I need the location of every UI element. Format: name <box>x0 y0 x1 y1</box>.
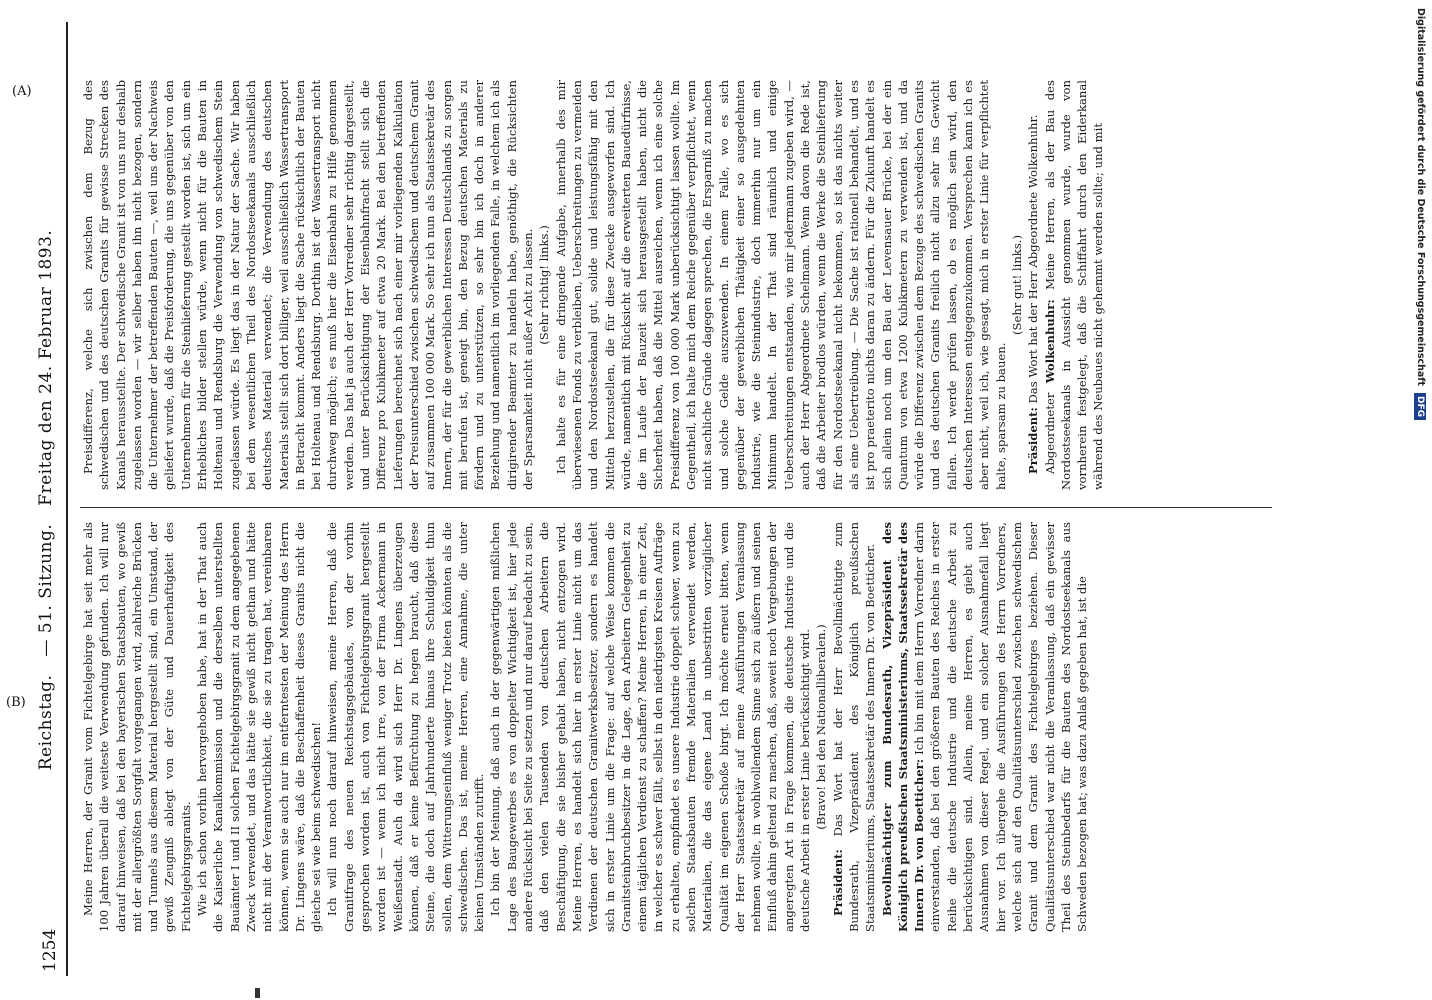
scan-mark <box>255 988 260 998</box>
running-head-body: Reichstag. <box>36 674 56 771</box>
paragraph: Ich bin der Meinung, daß auch in der gegenwärtigen mißlichen Lage des Baugewerbes es von doppelter Wichtigkeit ist, hier jede andere Rücksicht bei Seite zu setzen und nur darauf bedacht zu sein, daß den vielen Tausenden von deutschen Arbeitern die Beschäftigung, die sie bisher gehabt haben, nicht entzogen wird. Meine Herren, es handelt sich hier in erster Linie nicht um das Verdienen der deutschen Granitwerksbesitzer, sondern es handelt sich in erster Linie um die Frage: auf welche Weise kommen die Granitsteinbruchbesitzer in die Lage, den Arbeitern Gelegenheit zu einem täglichen Verdienst zu schaffen? Meine Herren, in einer Zeit, in welcher es schwer fällt, selbst in den niedrigsten Kreisen Aufträge zu erhalten, empfindet es unsere Industrie doppelt schwer, wenn zu solchen Staatsbauten fremde Materialien verwendet werden, Materialien, die das eigene Land in unbestritten vorzüglicher Qualität im eigenen Schoße birgt. Ich möchte erneut bitten, wenn der Herr Staatssekretär auf meine Ausführungen Veranlassung nehmen wollte, in wohlwollendem Sinne sich zu äußern und seinen Einfluß dahin geltend zu machen, daß, soweit noch Vergebungen der angeregten Art in Frage kommen, die deutsche Industrie und die deutsche Arbeit in erster Linie berücksichtigt wird. <box>488 522 813 932</box>
speaker-label: Präsident: <box>1026 407 1041 474</box>
digitization-note <box>1414 8 1426 420</box>
paragraph: Wie ich schon vorhin hervorgehoben habe, hat in der That auch die Kaiserliche Kanalkommission und die derselben unterstellten Bauämter I und II solchen Fichtelgebirgsgranit zu dem angegebenen Zweck verwendet, und das hätte sie gewiß nicht gethan und hätte nicht mit der Verantwortlichkeit, die sie zu tragen hat, vereinbaren können, wenn sie auch nur im entferntesten der Meinung des Herrn Dr. Lingens wäre, daß die Beschaffenheit dieses Granits nicht die gleiche sei wie beim schwedischen! <box>195 522 324 932</box>
right-column <box>80 80 1272 490</box>
speech-text: Das Wort hat der Herr Bevollmächtigte zum Bundesrath, Vizepräsident des Königlich preußischen Staatsministeriums, Staatssekretär des Innern Dr. von Boetticher. <box>830 522 878 932</box>
paragraph: Ich will nun noch darauf hinweisen, meine Herren, daß die Granitfrage des neuen Reichstagsgebäudes, von der vorhin gesprochen worden ist, auch von Fichtelgebirgsgranit hergestellt worden ist — wenn ich nicht irre, von der Firma Ackermann in Weißenstadt. Auch da wird sich Herr Dr. Lingens überzeugen können, daß er keine Befürchtung zu hegen braucht, daß diese Steine, die doch auf Jahrhunderte hinaus ihre Schuldigkeit thun sollen, dem Witterungseinfluß weniger Trotz bieten könnten als die schwedischen. Das ist, meine Herren, eine Annahme, die unter keinen Umständen zutrifft. <box>325 522 487 932</box>
speaker-label: Präsident: <box>830 849 845 916</box>
interjection: (Sehr gut! links.) <box>1009 235 1024 335</box>
speaker-prefix: Abgeordneter <box>1042 383 1057 474</box>
speaker-paragraph <box>1025 80 1041 490</box>
speaker-paragraph <box>879 522 1091 932</box>
speech-text: Das Wort hat der Herr Abgeordnete Wolkenhuhr. <box>1026 114 1041 408</box>
speaker-label: Wolkenhuhr: <box>1042 299 1057 384</box>
paragraph: Preisdifferenz, welche sich zwischen dem Bezug des schwedischen und des deutschen Granits für gewisse Strecken des Kanals herausstellte. Der schwedische Granit ist von uns nur deshalb zugelassen worden — wir selber haben ihn nicht bezogen, sondern die Unternehmer der betreffenden Bauten —, weil uns der Nachweis geliefert wurde, daß die Preisforderung, die uns gegenüber von den Unternehmern für die Steinlieferung gestellt worden ist, sich um ein Erhebliches bilder stellen würde, wenn nicht für die Bauten in Holtenau und Rendsburg die Verwendung von schwedischem Stein zugelassen würde. Es liegt das in der Natur der Sache. Wir haben bei dem wesentlichen Theil des Nordostseekanals ausschließlich deutsches Material verwendet; die Verwendung des deutschen Materials stellt sich dort billiger, weil ausschließlich Wassertransport in Betracht kommt. Anders liegt die Sache rücksichtlich der Bauten bei Holtenau und Rendsburg. Dorthin ist der Wassertransport nicht durchweg möglich; es muß hier die Eisenbahn zu Hilfe genommen werden. Das hat ja auch der Herr Vorredner sehr richtig dargestellt, und unter Berücksichtigung der Eisenbahnfracht stellt sich die Differenz pro Kubikmeter auf etwa 20 Mark. Bei den betreffenden Lieferungen berechnet sich nach einer mir vorliegenden Kalkulation der Preisunterschied zwischen schwedischem und deutschem Granit auf zusammen 100 000 Mark. So sehr ich nun als Staatssekretär des Innern, der für die gewerblichen Interessen Deutschlands zu sorgen mit berufen ist, geneigt bin, den Bezug deutschen Materials zu fördern und zu unterstützen, so sehr bin ich doch in anderer Beziehung und namentlich im vorliegenden Falle, in welchem ich als dirigirender Beamter zu handeln habe, genöthigt, die Rücksichten der Sparsamkeit nicht außer Acht zu lassen. <box>81 80 536 490</box>
margin-mark-a: (A) <box>12 84 32 99</box>
running-head <box>36 0 56 1000</box>
speaker-paragraph <box>1042 80 1107 490</box>
margin-mark-b: (B) <box>6 695 26 710</box>
column-divider <box>80 507 1272 508</box>
interjection: (Bravo! bei den Nationalliberalen.) <box>814 624 829 830</box>
speech-text: Meine Herren, als der Bau des Nordostseekanals in Aussicht genommen wurde, wurde von vornherein festgelegt, daß die Schiffahrt durch den Eiderkanal während des Neubaues nicht gehemmt werden sollte; und mit <box>1042 80 1106 490</box>
page-header <box>0 0 76 1000</box>
paragraph: Ich halte es für eine dringende Aufgabe, innerhalb des mir überwiesenen Fonds zu verbleiben, Ueberschreitungen zu vermeiden und den Nordostseekanal gut, solide und leistungsfähig mit den Mitteln herzustellen, die für diese Zwecke ausgeworfen sind. Ich würde, namentlich mit Rücksicht auf die erweiterten Bauedürfnisse, die im Laufe der Bauzeit sich herausgestellt haben, nicht die Sicherheit haben, daß die Mittel ausreichen, wenn ich eine solche Preisdifferenz von 100 000 Mark unberücksichtigt lassen wollte. Im Gegentheil, ich halte mich dem Reiche gegenüber verpflichtet, wenn nicht sachliche Gründe dagegen sprechen, die Ersparniß zu machen und solche Gelde auszuwenden. In einem Falle, wo es sich gegenüber der gewerblichen Thätigkeit einer so ausgedehnten Industrie, wie die Steinindustrie, doch immerhin nur um ein Minimum handelt. In der That sind räumlich und einige Ueberschreitungen entstanden, wie mir jedermann zugeben wird, — auch der Herr Abgeordnete Schelmann. Wenn davon die Rede ist, daß die Arbeiter brodlos würden, wenn die Werke die Steinlieferung für den Nordostseekanal nicht bekommen, so ist das nichts weiter als eine Uebertreibung. — Die Sache ist rationell behandelt, und es ist pro praeterito nichts daran zu ändern. Für die Zukunft handelt es sich allein noch um den Bau der Levensauer Brücke, bei der ein Quantum von etwa 1200 Kubikmetern zu verwenden ist, und da würde die Differenz zwischen dem Bezuge des schwedischen Granits und des deutschen Granits freilich nicht allzu sehr ins Gewicht fallen. Ich werde prüfen lassen, ob es möglich sein wird, den deutschen Interessen entgegenzukommen. Versprechen kann ich es aber nicht, weil ich, wie gesagt, mich in erster Linie für verpflichtet halte, sparsam zu bauen. <box>553 80 1008 490</box>
digitization-text: Digitalisierung gefördert durch die Deutsche Forschungsgemeinschaft <box>1415 8 1426 386</box>
page-number: 1254 <box>40 928 60 972</box>
interjection: (Sehr richtig! links.) <box>537 225 552 345</box>
running-head-session: — 51. Sitzung. <box>36 523 56 657</box>
paragraph: Meine Herren, der Granit vom Fichtelgebirge hat seit mehr als 100 Jahren überall die weiteste Verwendung gefunden. Ich will nur darauf hinweisen, daß bei den bayerischen Staatsbauten, wo gewiß mit der allergrößten Sorgfalt vorgegangen wird, zahlreiche Brücken und Tunnels aus diesem Material hergestellt sind, ein Umstand, der gewiß Zeugniß ablegt von der Güte und Dauerhaftigkeit des Fichtelgebirgsgranits. <box>81 522 193 932</box>
running-head-date: Freitag den 24. Februar 1893. <box>36 229 56 506</box>
dfg-logo: DFG <box>1414 393 1426 420</box>
left-column <box>80 522 1272 932</box>
speech-text: Ich bin mit dem Herrn Vorredner darin einverstanden, daß bei den größeren Bauten des Reiches in erster Reihe die deutsche Industrie und die deutsche Arbeit zu berücksichtigen sind. Allein, meine Herren, es giebt auch Ausnahmen von dieser Regel, und ein solcher Ausnahmefall liegt hier vor. Ich übergehe die Ausführungen des Herrn Vorredners, welche sich auf den Qualitätsunterschied zwischen schwedischem Granit und dem Granit des Fichtelgebirges beziehen. Dieser Qualitätsunterschied war nicht die Veranlassung, daß ein gewisser Theil des Steinbedarfs für die Bauten des Nordostseekanals aus Schweden bezogen hat; was dazu Anlaß gegeben hat, ist die <box>912 522 1090 932</box>
header-rule <box>66 22 68 976</box>
speaker-label: Bevollmächtigter zum Bundesrath, Vizepräsident des Königlich preußischen Staatsministeriums, Staatssekretär des Innern Dr. von Boetticher: <box>879 522 927 932</box>
speaker-paragraph <box>830 522 879 932</box>
